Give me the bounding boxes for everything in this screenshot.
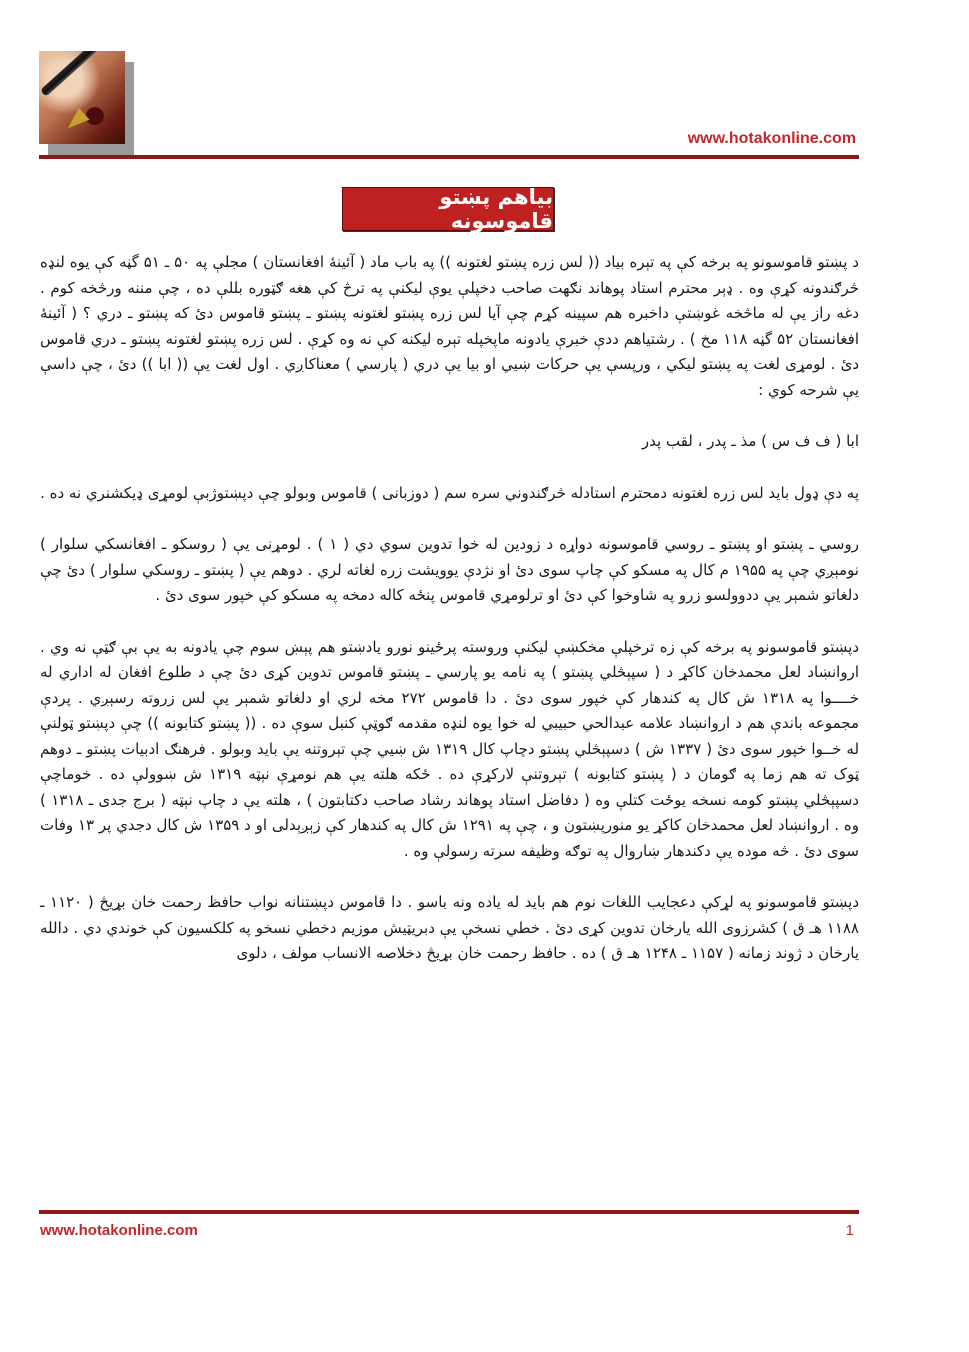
paragraph-1: د پښتو قاموسونو په برخه کې په تېره بیاد (( لس زره پښتو لغتونه )) په باب ماد ( آئینهٔ افغانستان ) مجلې په ۵۰ ـ ۵۱ گڼه کې یوه لنډه څرګندونه کړې وه . ډېر محترم استاد پوهاند نګهت صاحب دخپلې یوې لیکنې په ترڅ کې هغه ګټوره بللې ده ، چې مننه ورڅخه کوم . دغه راز یې له ماڅخه غوښتې داخبره هم سپینه کړم چې آیا لس زره پښتو لغتونه پښتو ـ پښتو قاموس دئ که پښتو ـ دري ؟ ( آئینهٔ افغانستان ۵۲ گڼه ۱۱۸ مخ ) . رشتیاهم ددې خبرې یادونه ماپخپله تېره لیکنه کې نه وه کړې . لس زره پښتو لغتونه پښتو ـ دري قاموس دئ . لومړی لغت په پښتو لیکي ، ورپسې یې حرکات ښیي او بیا یې دري ( پارسي ) معناکاږي . اول لغت یې (( ابا )) دئ ، چې داسې یې شرحه کوي : [40,253,859,399]
article-body [40,250,859,967]
footer-site-link[interactable]: www.hotakonline.com [40,1222,198,1239]
header-divider [39,155,859,159]
paragraph-2-definition: ابا ( ف ف س ) مذ ـ پدر ، لقب پدر [641,432,859,450]
header-site-link[interactable]: www.hotakonline.com [687,130,856,147]
paragraph-5: دپښتو قاموسونو په برخه کې زه ترخپلې مخکښې لیکنې وروسته پرځینو نورو یادښتو هم پېښ سوم چې یادونه به یې بې ګټې نه وي . اروانښاد لعل محمدخان کاکړ د ( سپېڅلي پښتو ) په نامه یو پارسي ـ پښتو قاموس تدوین کړی دئ چې د طلوع افغان له اداري له خــــوا په ۱۳۱۸ ش کال په کندهار کې خپور سوی دئ . دا قاموس ۲۷۲ مخه لري او دلغاتو شمېر یې لس زروته رسېږي . پردې مجموعه باندې هم د اروانښاد علامه عبدالحي حبیبي له خوا یوه لنډه مقدمه ګوټې کنبل سوې ده . (( پښتو کتابونه )) چې دپښتو ټولنې له خــوا خپور سوی دئ ( ۱۳۳۷ ش ) دسپېڅلي پښتو دچاپ کال ۱۳۱۹ ش ښیي چې تېروتنه یې باید وبولو . فرهنګ ادبیات پښتو ـ دوهم ټوک ته هم زما په ګومان د ( پښتو کتابونه ) تېروتنې لارکړې ده . ځکه هلته یې هم نومړې نېټه ۱۳۱۹ ش ښوولې ده . خوماچې دسپېڅلي پښتو کومه نسخه یوځت کتلې وه ( دفاضل استاد پوهاند رشاد صاحب دکتابتون ) ، هلته یې د چاپ نېټه ( برج جدی ـ ۱۳۱۸ ) وه . اروانښاد لعل محمدخان کاکړ یو منورپښتون و ، چې په ۱۲۹۱ ش کال په کندهار کې زېږېدلی او د ۱۳۵۹ ش کال دجدي پر ۱۳ وفات سوی دئ . څه موده یې دکندهار ښاروال په توګه وظیفه سرته رسولې وه . [40,637,860,860]
page-title: بیاهم پښتو قاموسونه [342,187,554,231]
paragraph-3: په دې ډول باید لس زره لغتونه دمحترم استادله څرګندوني سره سم ( دوزبانی ) قاموس وبولو چې دپښتوژبې لومړی ډیکشنري نه ده . [40,483,859,502]
footer-divider [39,1210,859,1214]
paragraph-6: دپښتو قاموسونو په لړکې دعجایب اللغات نوم هم باید له یاده ونه باسو . دا قاموس دپښتنانه نواب حافظ رحمت خان بړیڅ ( ۱۱۲۰ ـ ۱۱۸۸ هـ ق ) کشرزوی الله یارخان تدوین کړی دئ . خطي نسخې یې دبریټیش موزیم دخطي نسخو په کلکسیون کې خوندي دي . دالله یارخان د ژوند زمانه ( ۱۱۵۷ ـ ۱۲۴۸ هـ ق ) ده . حافظ رحمت خان بړیڅ دخلاصه الانساب مولف ، دلوی [40,893,859,962]
paragraph-4: روسي ـ پښتو او پښتو ـ روسي قاموسونه دواړه د زودین له خوا تدوین سوي دي ( ۱ ) . لومړنی یې ( روسکو ـ افغانسکي سلوار ) نومېږي چې په ۱۹۵۵ م کال په مسکو کې چاپ سوی دئ او نژدې یوویشت زره لغاته لري . دوهم یې ( پښتو ـ روسکي سلوار ) دئ چې دلغاتو شمېر یې ددوولسو زرو په شاوخوا کې دئ او ترلومړي قاموس پنځه کاله دمخه په مسکو کې خپور سوی دئ . [40,535,859,604]
page-number: 1 [845,1222,854,1239]
fountain-pen-logo-icon [39,51,135,155]
